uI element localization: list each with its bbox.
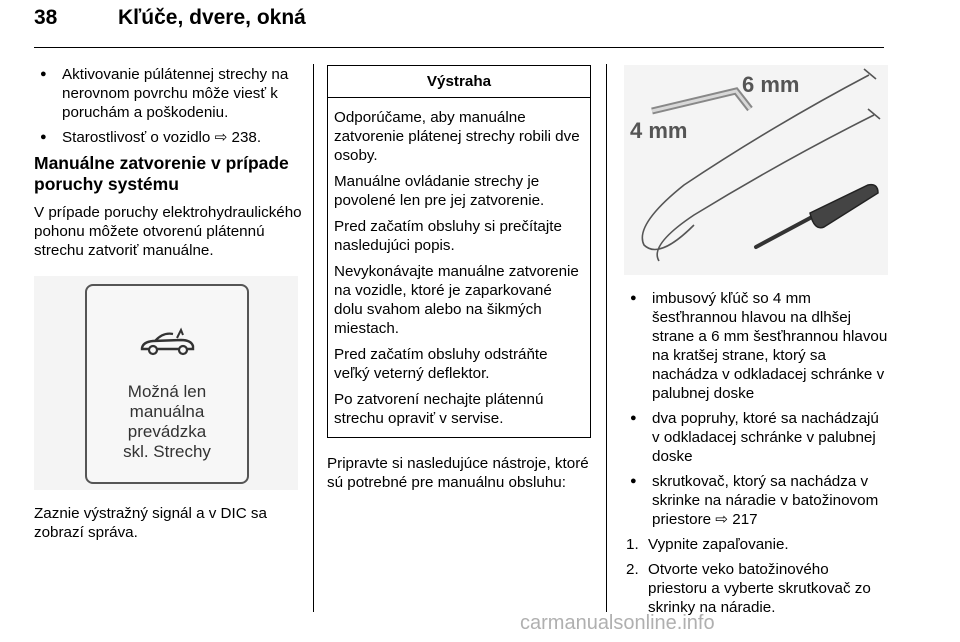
- step-number: 1.: [626, 536, 639, 553]
- watermark: carmanualsonline.info: [520, 612, 715, 634]
- display-text-line: prevádzka: [127, 422, 207, 441]
- list-item: ● imbusový kľúč so 4 mm šesťhrannou hlavou na dlhšej strane a 6 mm šesťhrannou hlavou na kratšej strane, ktorý sa nachádza v odkladacej schránke v palubnej doske: [624, 289, 889, 403]
- size-label-6mm: 6 mm: [742, 72, 800, 97]
- steps-list: [624, 535, 889, 617]
- step-text: Otvorte veko batožinového priestoru a vyberte skrutkovač zo skrinky na náradie.: [648, 561, 871, 616]
- warning-paragraph: Pred začatím obsluhy si prečítajte nasledujúci popis.: [334, 218, 562, 254]
- list-item: ● dva popruhy, ktoré sa nachádzajú v odkladacej schránke v palubnej doske: [624, 409, 889, 466]
- caution-list: [34, 65, 304, 147]
- list-item: ● Starostlivosť o vozidlo ⇨ 238.: [34, 128, 304, 147]
- header-rule: [34, 47, 884, 48]
- section-heading: Manuálne zatvorenie v prípade poruchy systému: [34, 153, 289, 194]
- column-divider: [313, 64, 314, 612]
- list-item: ● Aktivovanie púlátennej strechy na nerovnom povrchu môže viesť k poruchám a poškodeniu.: [34, 65, 304, 122]
- column-right: [624, 65, 889, 623]
- chapter-title: Kľúče, dvere, okná: [118, 6, 306, 29]
- convertible-car-icon: [137, 326, 197, 360]
- warning-body: [328, 98, 590, 437]
- page-number: 38: [34, 6, 58, 29]
- dic-display-panel: [85, 284, 249, 484]
- step-item: [624, 535, 889, 554]
- after-figure-paragraph: Zaznie výstražný signál a v DIC sa zobrazí správa.: [34, 505, 267, 541]
- page-header: [34, 2, 884, 42]
- dic-display-figure: [34, 276, 298, 490]
- list-item: ● skrutkovač, ktorý sa nachádza v skrinke na náradie v batožinovom priestore ⇨ 217: [624, 472, 889, 529]
- strap-icon: [642, 69, 880, 261]
- warning-title: Výstraha: [328, 66, 590, 98]
- step-number: 2.: [626, 561, 639, 578]
- hex-key-icon: [652, 91, 750, 111]
- warning-paragraph: Odporúčame, aby manuálne zatvorenie plátenej strechy robili dve osoby.: [334, 109, 580, 164]
- warning-paragraph: Manuálne ovládanie strechy je povolené len pre jej zatvorenie.: [334, 173, 545, 209]
- tools-intro-paragraph: Pripravte si nasledujúce nástroje, ktoré sú potrebné pre manuálnu obsluhu:: [327, 455, 589, 491]
- display-text-line: manuálna: [129, 402, 205, 421]
- size-label-4mm: 4 mm: [630, 118, 688, 143]
- tools-figure: [624, 65, 888, 275]
- column-middle: [327, 65, 591, 500]
- warning-paragraph: Nevykonávajte manuálne zatvorenie na vozidle, ktoré je zaparkované dolu svahom alebo na šikmých miestach.: [334, 263, 579, 337]
- intro-paragraph: V prípade poruchy elektrohydraulického pohonu môžete otvorenú plátennú strechu zatvoriť manuálne.: [34, 204, 302, 259]
- step-item: [624, 560, 889, 617]
- column-left: [34, 65, 304, 550]
- warning-paragraph: Po zatvorení nechajte plátennú strechu opraviť v servise.: [334, 391, 544, 427]
- step-text: Vypnite zapaľovanie.: [648, 536, 789, 553]
- warning-paragraph: Pred začatím obsluhy odstráňte veľký veterný deflektor.: [334, 346, 548, 382]
- tools-list: [624, 289, 889, 529]
- warning-box: [327, 65, 591, 438]
- column-divider: [606, 64, 607, 612]
- display-text-line: Možná len: [127, 382, 207, 401]
- screwdriver-icon: [756, 185, 878, 247]
- display-text-line: skl. Strechy: [123, 442, 211, 461]
